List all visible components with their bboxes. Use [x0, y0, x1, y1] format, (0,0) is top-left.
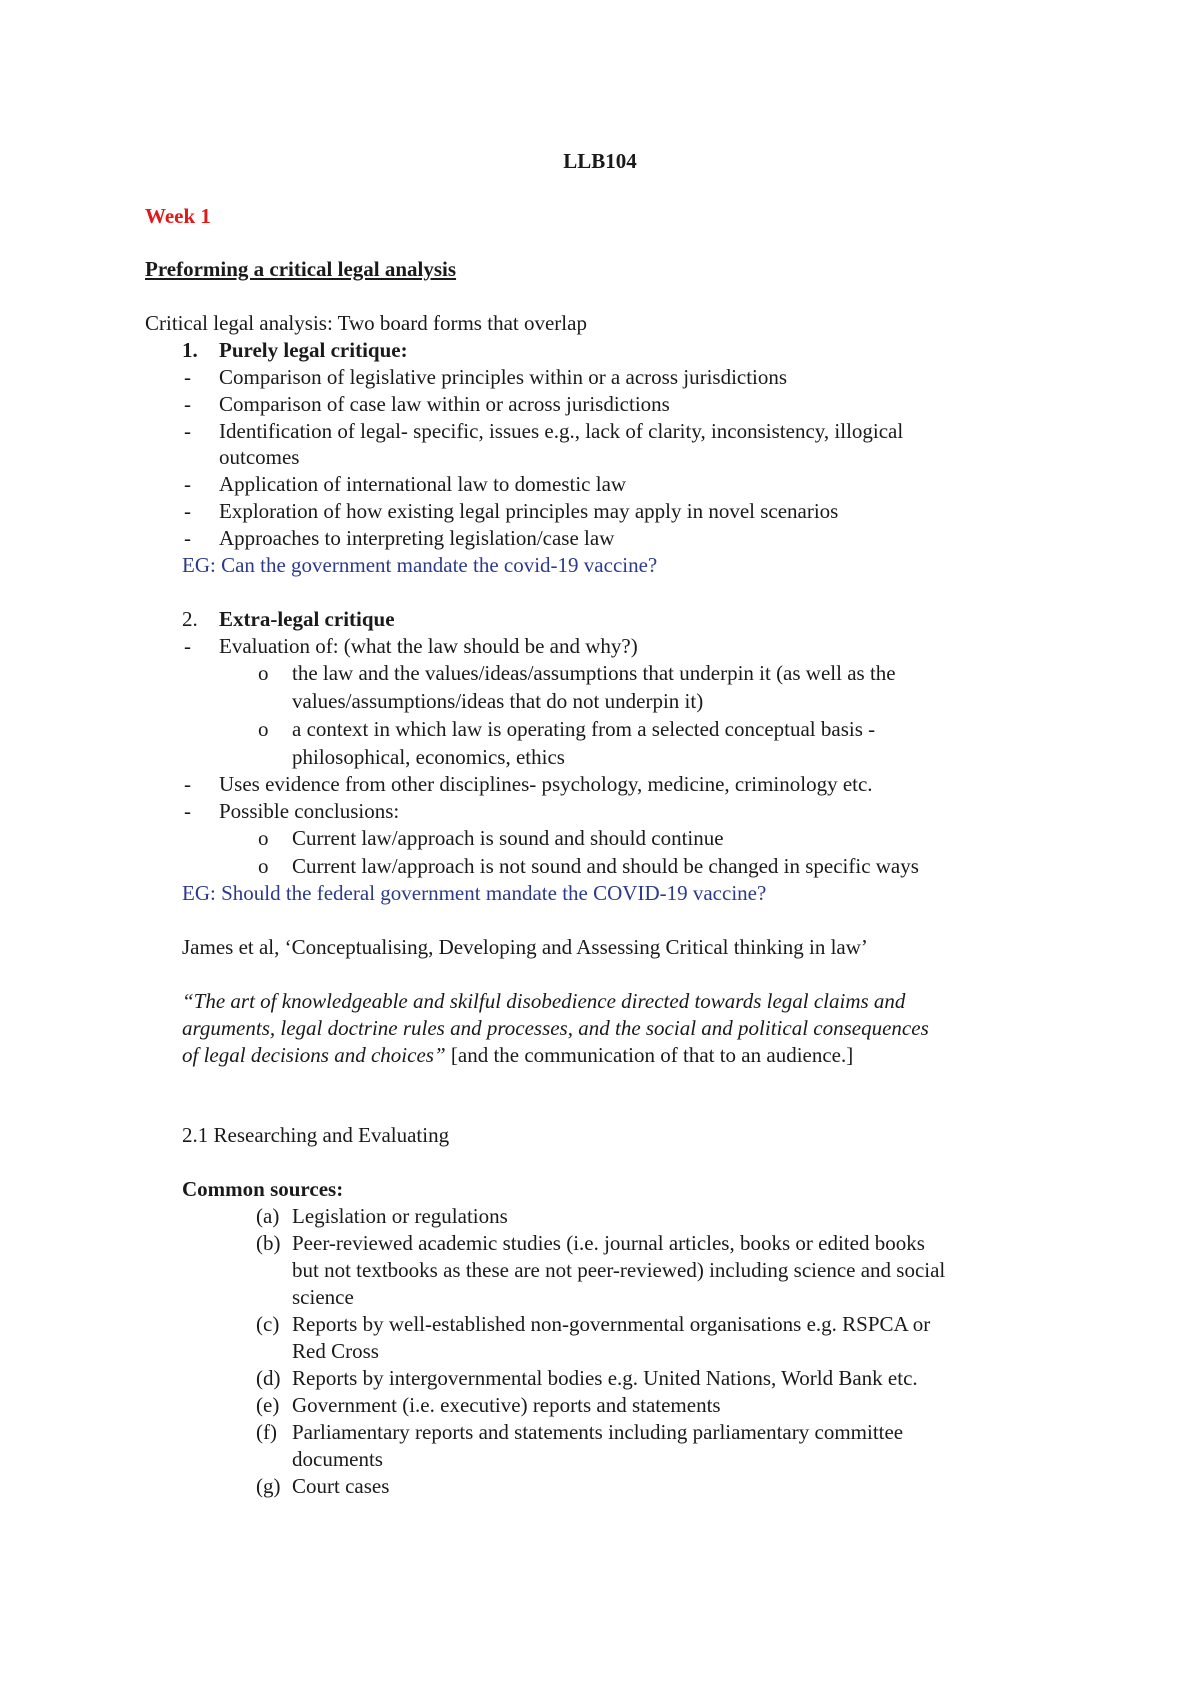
source-item-continuation: documents	[292, 1447, 383, 1471]
source-label: (g)	[256, 1474, 281, 1498]
list-item: Identification of legal- specific, issues e.g., lack of clarity, inconsistency, illogical	[219, 419, 904, 443]
source-item-continuation: Red Cross	[292, 1339, 379, 1363]
dash-bullet: -	[184, 526, 191, 550]
subsection-heading: 2.1 Researching and Evaluating	[182, 1123, 450, 1147]
list-item: Uses evidence from other disciplines- psychology, medicine, criminology etc.	[219, 772, 873, 796]
section2-title: Extra-legal critique	[219, 607, 395, 631]
list-item: Possible conclusions:	[219, 799, 400, 823]
source-item: Peer-reviewed academic studies (i.e. journal articles, books or edited books	[292, 1231, 925, 1255]
intro-text: Critical legal analysis: Two board forms that overlap	[145, 311, 587, 335]
list-item: Evaluation of: (what the law should be and why?)	[219, 634, 638, 658]
source-item: Court cases	[292, 1474, 390, 1498]
source-label: (c)	[256, 1312, 280, 1336]
sub-item-continuation: philosophical, economics, ethics	[292, 745, 565, 769]
source-item: Government (i.e. executive) reports and statements	[292, 1393, 721, 1417]
source-label: (f)	[256, 1420, 277, 1444]
section1-title: Purely legal critique:	[219, 338, 408, 362]
section-heading: Preforming a critical legal analysis	[145, 257, 457, 281]
dash-bullet: -	[184, 799, 191, 823]
list-item: Application of international law to domestic law	[219, 472, 627, 496]
list-item: Comparison of case law within or across jurisdictions	[219, 392, 670, 416]
sub-item: Current law/approach is not sound and should be changed in specific ways	[292, 854, 919, 878]
quote-line: arguments, legal doctrine rules and processes, and the social and political consequences	[182, 1016, 929, 1040]
quote-line	[182, 1042, 853, 1070]
dash-bullet: -	[184, 772, 191, 796]
source-label: (e)	[256, 1393, 280, 1417]
circle-bullet: o	[258, 661, 269, 685]
dash-bullet: -	[184, 365, 191, 389]
example-question: EG: Can the government mandate the covid-19 vaccine?	[182, 553, 658, 577]
circle-bullet: o	[258, 717, 269, 741]
sources-heading: Common sources:	[182, 1177, 344, 1201]
circle-bullet: o	[258, 854, 269, 878]
dash-bullet: -	[184, 634, 191, 658]
dash-bullet: -	[184, 419, 191, 443]
sub-item: a context in which law is operating from a selected conceptual basis -	[292, 717, 876, 741]
week-heading: Week 1	[145, 204, 211, 228]
source-label: (b)	[256, 1231, 281, 1255]
source-item-continuation: but not textbooks as these are not peer-reviewed) including science and social	[292, 1258, 946, 1282]
sub-item-continuation: values/assumptions/ideas that do not underpin it)	[292, 689, 704, 713]
dash-bullet: -	[184, 392, 191, 416]
dash-bullet: -	[184, 499, 191, 523]
quote-note: [and the communication of that to an audience.]	[445, 1043, 854, 1067]
source-item-continuation: science	[292, 1285, 354, 1309]
source-item: Parliamentary reports and statements including parliamentary committee	[292, 1420, 904, 1444]
list-item-continuation: outcomes	[219, 445, 300, 469]
quote-line: “The art of knowledgeable and skilful disobedience directed towards legal claims and	[182, 989, 906, 1013]
document-title: LLB104	[563, 149, 637, 173]
quote-end: of legal decisions and choices”	[182, 1043, 446, 1067]
list-item: Approaches to interpreting legislation/case law	[219, 526, 615, 550]
list-item: Exploration of how existing legal principles may apply in novel scenarios	[219, 499, 839, 523]
list-item: Comparison of legislative principles within or a across jurisdictions	[219, 365, 788, 389]
dash-bullet: -	[184, 472, 191, 496]
source-item: Reports by well-established non-governmental organisations e.g. RSPCA or	[292, 1312, 931, 1336]
source-item: Legislation or regulations	[292, 1204, 508, 1228]
source-label: (d)	[256, 1366, 281, 1390]
sub-item: the law and the values/ideas/assumptions that underpin it (as well as the	[292, 661, 896, 685]
section1-number: 1.	[182, 338, 198, 362]
example-question: EG: Should the federal government mandate the COVID-19 vaccine?	[182, 881, 767, 905]
source-label: (a)	[256, 1204, 280, 1228]
section2-number: 2.	[182, 607, 198, 631]
sub-item: Current law/approach is sound and should continue	[292, 826, 724, 850]
source-item: Reports by intergovernmental bodies e.g. United Nations, World Bank etc.	[292, 1366, 918, 1390]
reference-citation: James et al, ‘Conceptualising, Developing and Assessing Critical thinking in law’	[182, 935, 868, 959]
circle-bullet: o	[258, 826, 269, 850]
